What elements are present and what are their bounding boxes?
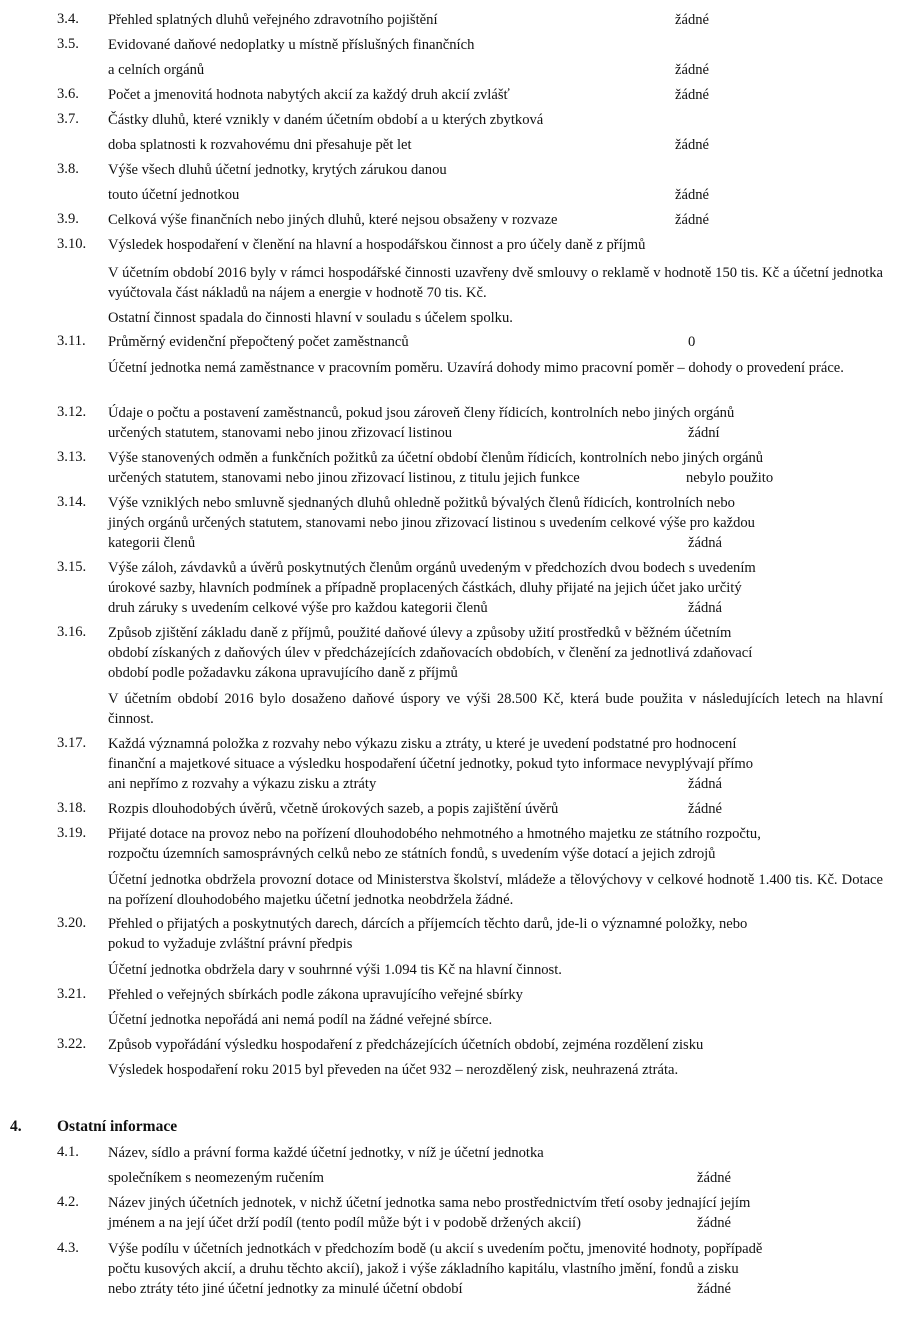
item-text-line: Přehled o přijatých a poskytnutých darech, dárcích a příjemcích těchto darů, jde-li o významné položky, nebo: [108, 916, 748, 932]
item-number: 3.21.: [57, 986, 87, 1002]
item-text-line: určených statutem, stanovami nebo jinou zřizovací listinou, z titulu jejich funkce: [108, 470, 580, 486]
item-answer: žádná: [688, 535, 723, 551]
item-number: 3.8.: [57, 161, 79, 177]
item-answer: žádná: [688, 776, 723, 792]
item-answer: nebylo použito: [686, 470, 774, 486]
item-answer: žádná: [688, 600, 723, 616]
item-3-10-paragraph: V účetním období 2016 byly v rámci hospodářské činnosti uzavřeny dvě smlouvy o reklamě v hodnotě 150 tis. Kč a účetní jednotka vyúčtovala část nákladů na nájem a energie v hodnotě 70 tis. Kč.: [108, 265, 883, 301]
item-number: 3.4.: [57, 11, 79, 27]
item-text-line: druh záruky s uvedením celkové výše pro každou kategorii členů: [108, 600, 488, 616]
item-answer: žádní: [688, 425, 720, 441]
item-text-line: jiných orgánů určených statutem, stanovami nebo jinou zřizovací listinou s uvedením celkové výše pro každou: [108, 515, 755, 531]
item-number: 3.19.: [57, 825, 87, 841]
item-text-line: období získaných z daňových úlev v předcházejících zdaňovacích obdobích, v členění za jednotlivá zdaňovací: [108, 645, 753, 661]
item-text-line: Částky dluhů, které vznikly v daném účetním období a u kterých zbytková: [108, 112, 544, 128]
item-number: 3.13.: [57, 449, 87, 465]
item-3-22-paragraph: Výsledek hospodaření roku 2015 byl převeden na účet 932 – nerozdělený zisk, neuhrazená ztráta.: [108, 1062, 679, 1078]
item-text-line: kategorii členů: [108, 535, 196, 551]
item-answer: žádné: [697, 1170, 732, 1186]
item-text-line: Přehled o veřejných sbírkách podle zákona upravujícího veřejné sbírky: [108, 987, 523, 1003]
section-number: 4.: [10, 1118, 22, 1135]
item-number: 4.3.: [57, 1240, 79, 1256]
item-number: 3.16.: [57, 624, 87, 640]
item-text-line: Přijaté dotace na provoz nebo na pořízení dlouhodobého nehmotného a hmotného majetku ze státního rozpočtu,: [108, 826, 761, 842]
item-number: 3.6.: [57, 86, 79, 102]
item-answer: žádné: [675, 137, 710, 153]
item-text-line: Výše vzniklých nebo smluvně sjednaných dluhů ohledně požitků bývalých členů řídicích, kontrolních nebo: [108, 495, 735, 511]
item-3-19-paragraph: Účetní jednotka obdržela provozní dotace od Ministerstva školství, mládeže a tělovýchovy v celkové hodnotě 1.400 tis. Kč. Dotace na pořízení dlouhodobého majetku účetní jednotka neobdržela žádné.: [108, 872, 883, 908]
item-text-line: finanční a majetkové situace a výsledku hospodaření účetní jednotky, pokud tyto informace nevyplývají přímo: [108, 756, 754, 772]
item-3-10-paragraph: Ostatní činnost spadala do činnosti hlavní v souladu s účelem spolku.: [108, 310, 513, 326]
item-answer: žádné: [675, 187, 710, 203]
item-number: 3.22.: [57, 1036, 87, 1052]
item-number: 3.18.: [57, 800, 87, 816]
item-3-20-paragraph: Účetní jednotka obdržela dary v souhrnné výši 1.094 tis Kč na hlavní činnost.: [108, 962, 562, 978]
item-number: 3.10.: [57, 236, 87, 252]
item-answer: 0: [688, 334, 696, 350]
item-text-line: Přehled splatných dluhů veřejného zdravotního pojištění: [108, 12, 438, 28]
item-number: 3.15.: [57, 559, 87, 575]
item-3-21-paragraph: Účetní jednotka nepořádá ani nemá podíl na žádné veřejné sbírce.: [108, 1012, 493, 1028]
item-text-line: Průměrný evidenční přepočtený počet zaměstnanců: [108, 334, 409, 350]
item-text-line: Název, sídlo a právní forma každé účetní jednotky, v níž je účetní jednotka: [108, 1145, 544, 1161]
item-text-line: Údaje o počtu a postavení zaměstnanců, pokud jsou zároveň členy řídicích, kontrolních nebo jiných orgánů: [108, 405, 735, 421]
item-text-line: touto účetní jednotkou: [108, 187, 240, 203]
item-number: 3.7.: [57, 111, 79, 127]
item-answer: žádné: [697, 1215, 732, 1231]
item-text-line: Výše stanovených odměn a funkčních požitků za účetní období členům řídicích, kontrolních nebo jiných orgánů: [108, 450, 764, 466]
item-number: 3.14.: [57, 494, 87, 510]
item-text-line: ani nepřímo z rozvahy a výkazu zisku a ztráty: [108, 776, 377, 792]
item-text-line: a celních orgánů: [108, 62, 205, 78]
item-3-16-paragraph: V účetním období 2016 bylo dosaženo daňové úspory ve výši 28.500 Kč, která bude použita v následujících letech na hlavní činnost.: [108, 691, 883, 727]
item-text-line: rozpočtu územních samosprávných celků nebo ze státních fondů, s uvedením výše dotací a jejich zdrojů: [108, 846, 716, 862]
item-text-line: Způsob vypořádání výsledku hospodaření z předcházejících účetních období, zejména rozdělení zisku: [108, 1037, 704, 1053]
item-answer: žádné: [697, 1281, 732, 1297]
item-answer: žádné: [675, 62, 710, 78]
item-text-line: úrokové sazby, hlavních podmínek a případně proplacených částkách, dluhy přijaté na jejich účet jako určitý: [108, 580, 742, 596]
item-text-line: jménem a na její účet drží podíl (tento podíl může být i v podobě držených akcií): [108, 1215, 581, 1231]
section-title: Ostatní informace: [57, 1118, 178, 1135]
item-text-line: Výše záloh, závdavků a úvěrů poskytnutých členům orgánů uvedeným v předchozích dvou bodech s uvedením: [108, 560, 756, 576]
item-answer: žádné: [675, 12, 710, 28]
item-text-line: počtu kusových akcií, a druhu těchto akcií), jakož i výše základního kapitálu, vlastního jmění, fondů a zisku: [108, 1261, 739, 1277]
item-text-line: Způsob zjištění základu daně z příjmů, použité daňové úlevy a způsoby užití prostředků v běžném účetním: [108, 625, 732, 641]
item-text-line: Název jiných účetních jednotek, v nichž účetní jednotka sama nebo prostřednictvím třetí osoby jednající jejím: [108, 1195, 751, 1211]
item-number: 3.9.: [57, 211, 79, 227]
item-3-11-paragraph: Účetní jednotka nemá zaměstnance v pracovním poměru. Uzavírá dohody mimo pracovní poměr – dohody o provedení práce.: [108, 360, 844, 376]
item-answer: žádné: [675, 212, 710, 228]
item-answer: žádné: [688, 801, 723, 817]
item-text-line: společníkem s neomezeným ručením: [108, 1170, 324, 1186]
item-number: 3.17.: [57, 735, 87, 751]
item-text-line: Evidované daňové nedoplatky u místně příslušných finančních: [108, 37, 475, 53]
item-text-line: Výše podílu v účetních jednotkách v předchozím bodě (u akcií s uvedením počtu, jmenovité hodnoty, popřípadě: [108, 1241, 763, 1257]
item-text-line: Výše všech dluhů účetní jednotky, krytých zárukou danou: [108, 162, 447, 178]
item-text-line: Počet a jmenovitá hodnota nabytých akcií za každý druh akcií zvlášť: [108, 87, 510, 103]
item-number: 3.20.: [57, 915, 87, 931]
item-number: 3.12.: [57, 404, 87, 420]
item-text-line: období podle požadavku zákona upravujícího daně z příjmů: [108, 665, 458, 681]
item-text-line: nebo ztráty této jiné účetní jednotky za minulé účetní období: [108, 1281, 463, 1297]
item-number: 4.2.: [57, 1194, 79, 1210]
item-text-line: Výsledek hospodaření v členění na hlavní a hospodářskou činnost a pro účely daně z příjmů: [108, 237, 646, 253]
item-text-line: doba splatnosti k rozvahovému dni přesahuje pět let: [108, 137, 412, 153]
item-text-line: pokud to vyžaduje zvláštní právní předpis: [108, 936, 353, 952]
item-text-line: Každá významná položka z rozvahy nebo výkazu zisku a ztráty, u které je uvedení podstatné pro hodnocení: [108, 736, 737, 752]
item-number: 3.5.: [57, 36, 79, 52]
item-number: 4.1.: [57, 1144, 79, 1160]
item-text-line: určených statutem, stanovami nebo jinou zřizovací listinou: [108, 425, 453, 441]
item-number: 3.11.: [57, 333, 86, 349]
item-answer: žádné: [675, 87, 710, 103]
item-text-line: Celková výše finančních nebo jiných dluhů, které nejsou obsaženy v rozvaze: [108, 212, 558, 228]
item-text-line: Rozpis dlouhodobých úvěrů, včetně úrokových sazeb, a popis zajištění úvěrů: [108, 801, 559, 817]
